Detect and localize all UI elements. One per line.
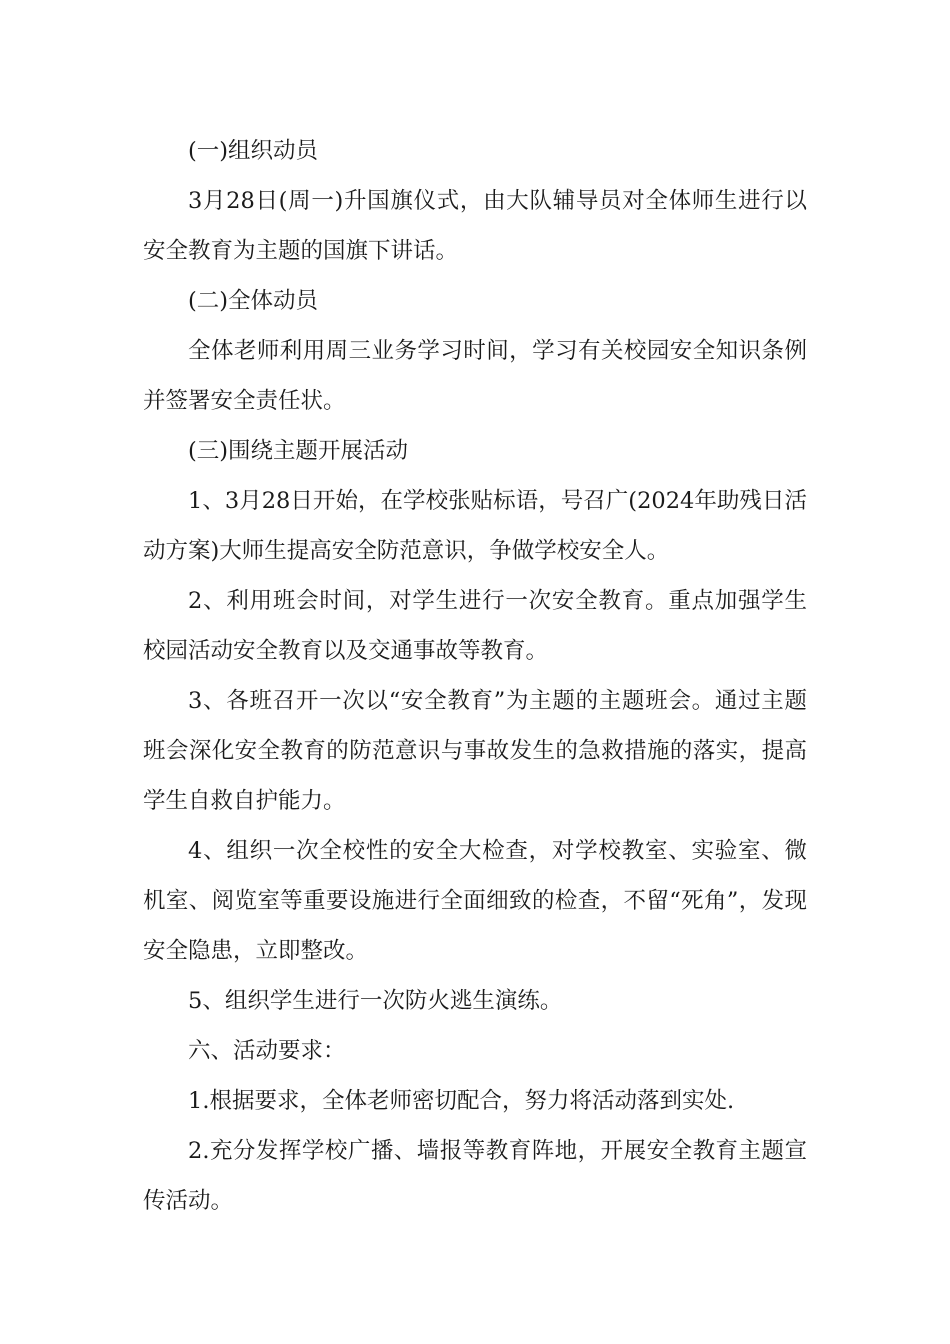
- heading-all-mobilization: (二)全体动员: [188, 288, 319, 314]
- requirement-item-2: 2.充分发挥学校广播、墙报等教育阵地，开展安全教育主题宣传活动。: [143, 1138, 807, 1214]
- list-item-5-fire-drill: 5、组织学生进行一次防火逃生演练。: [188, 988, 563, 1014]
- requirement-item-1: 1.根据要求，全体老师密切配合，努力将活动落到实处.: [188, 1088, 735, 1114]
- list-item-1-slogans: 1、3月28日开始，在学校张贴标语，号召广(2024年助残日活动方案)大师生提高安全防范意识，争做学校安全人。: [143, 488, 807, 564]
- document-body: [143, 126, 807, 1226]
- paragraph-flag-ceremony: 3月28日(周一)升国旗仪式，由大队辅导员对全体师生进行以安全教育为主题的国旗下讲话。: [143, 188, 807, 264]
- paragraph-teacher-study: 全体老师利用周三业务学习时间，学习有关校园安全知识条例并签署安全责任状。: [143, 338, 807, 414]
- list-item-2-class-meeting: 2、利用班会时间，对学生进行一次安全教育。重点加强学生校园活动安全教育以及交通事故等教育。: [143, 588, 807, 664]
- list-item-3-theme-meeting: 3、各班召开一次以“安全教育”为主题的主题班会。通过主题班会深化安全教育的防范意识与事故发生的急救措施的落实，提高学生自救自护能力。: [143, 688, 807, 814]
- heading-theme-activities: (三)围绕主题开展活动: [188, 438, 409, 464]
- heading-activity-requirements: 六、活动要求：: [188, 1038, 346, 1064]
- list-item-4-safety-inspection: 4、组织一次全校性的安全大检查，对学校教室、实验室、微机室、阅览室等重要设施进行全面细致的检查，不留“死角”，发现安全隐患，立即整改。: [143, 838, 807, 964]
- heading-organize-mobilization: (一)组织动员: [188, 138, 319, 164]
